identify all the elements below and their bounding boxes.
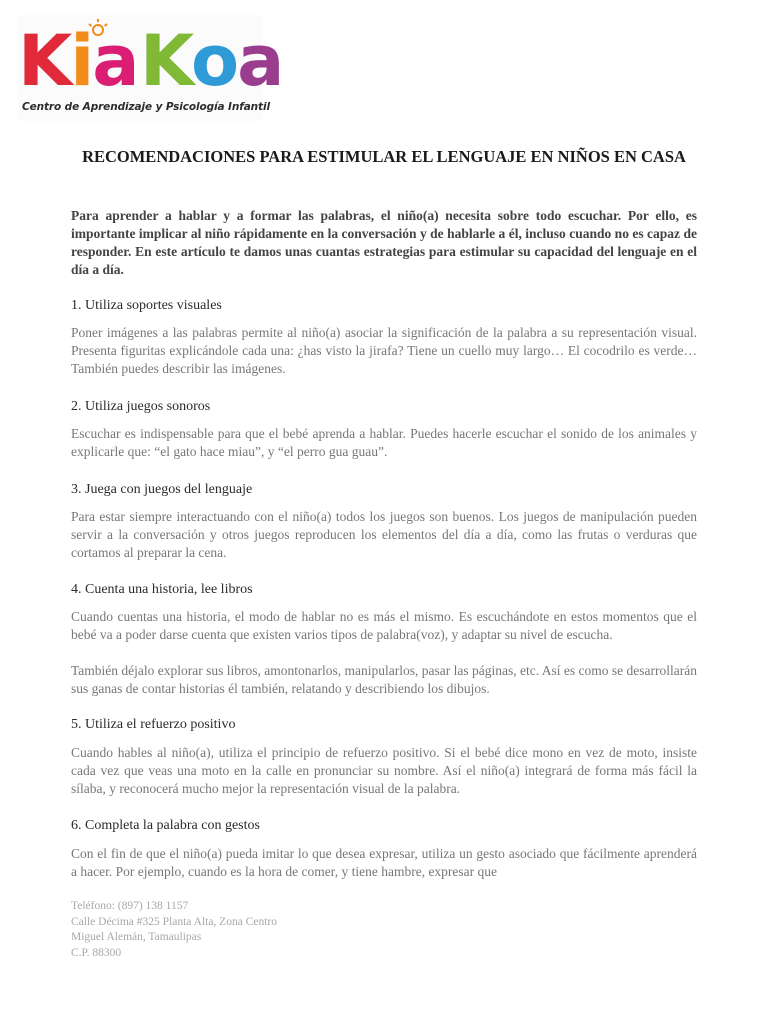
document-title: RECOMENDACIONES PARA ESTIMULAR EL LENGUAJE EN NIÑOS EN CASA [82,147,686,166]
footer-address: Calle Décima #325 Planta Alta, Zona Centro [71,915,277,928]
footer-phone: Teléfono: (897) 138 1157 [71,900,189,912]
section-body-2: Escuchar es indispensable para que el bebé aprenda a hablar. Puedes hacerle escuchar el sonido de los animales y explicarle que: “el gato hace miau”, y “el perro gua guau”. [71,426,697,459]
kia-koa-logo [18,15,283,121]
section-body-3: Para estar siempre interactuando con el niño(a) todos los juegos son buenos. Los juegos de manipulación pueden servir a la conversación y otros juegos reproducen los elementos del día a día, como las frutas o verduras que cortamos al preparar la cena. [71,509,697,560]
section-heading-5: 5. Utiliza el refuerzo positivo [71,717,236,732]
section-heading-3: 3. Juega con juegos del lenguaje [71,482,253,497]
logo-brand-kia: Kia [18,20,138,102]
section-body-4: Cuando cuentas una historia, el modo de hablar no es más el mismo. Es escuchándote en estos momentos que el bebé va a poder darse cuenta que existen varios tipos de palabra(voz), y adaptar su nivel de escucha. [71,609,697,642]
intro-paragraph: Para aprender a hablar y a formar las palabras, el niño(a) necesita sobre todo escuchar. Por ello, es importante implicar al niño rápidamente en la conversación y de hablarle a él, incluso cuando no es capaz de responder. En este artículo te damos unas cuantas estrategias para estimular su capacidad del lenguaje en el día a día. [71,208,697,277]
section-heading-6: 6. Completa la palabra con gestos [71,818,260,833]
section-heading-4: 4. Cuenta una historia, lee libros [71,582,253,597]
contact-footer [71,899,471,961]
logo-brand-koa: Koa [140,20,283,102]
section-heading-1: 1. Utiliza soportes visuales [71,298,222,313]
section-heading-2: 2. Utiliza juegos sonoros [71,399,211,414]
section-body-1: Poner imágenes a las palabras permite al niño(a) asociar la significación de la palabra a su representación visual. Presenta figuritas explicándole cada una: ¿has visto la jirafa? Tiene un cuello muy largo… El cocodrilo es verde… También puedes describir las imágenes. [71,325,697,376]
section-body-5: Cuando hables al niño(a), utiliza el principio de refuerzo positivo. Si el bebé dice mono en vez de moto, insiste cada vez que veas una moto en la calle en pronunciar su nombre. Así el niño(a) integrará de forma más fácil la sílaba, y reconocerá mucho mejor la representación visual de la palabra. [71,745,697,796]
section-body-6: Con el fin de que el niño(a) pueda imitar lo que desea expresar, utiliza un gesto asociado que fácilmente aprenderá a hacer. Por ejemplo, cuando es la hora de comer, y tiene hambre, expresar que [71,846,697,879]
footer-city: Miguel Alemán, Tamaulipas [71,931,202,943]
section-body-4b: También déjalo explorar sus libros, amontonarlos, manipularlos, pasar las páginas, etc. Así es como se desarrollarán sus ganas de contar historias él también, relatando y describiendo los dibujos. [71,663,697,696]
footer-postal: C.P. 88300 [71,946,122,959]
logo-tagline: Centro de Aprendizaje y Psicología Infantil [22,101,270,113]
